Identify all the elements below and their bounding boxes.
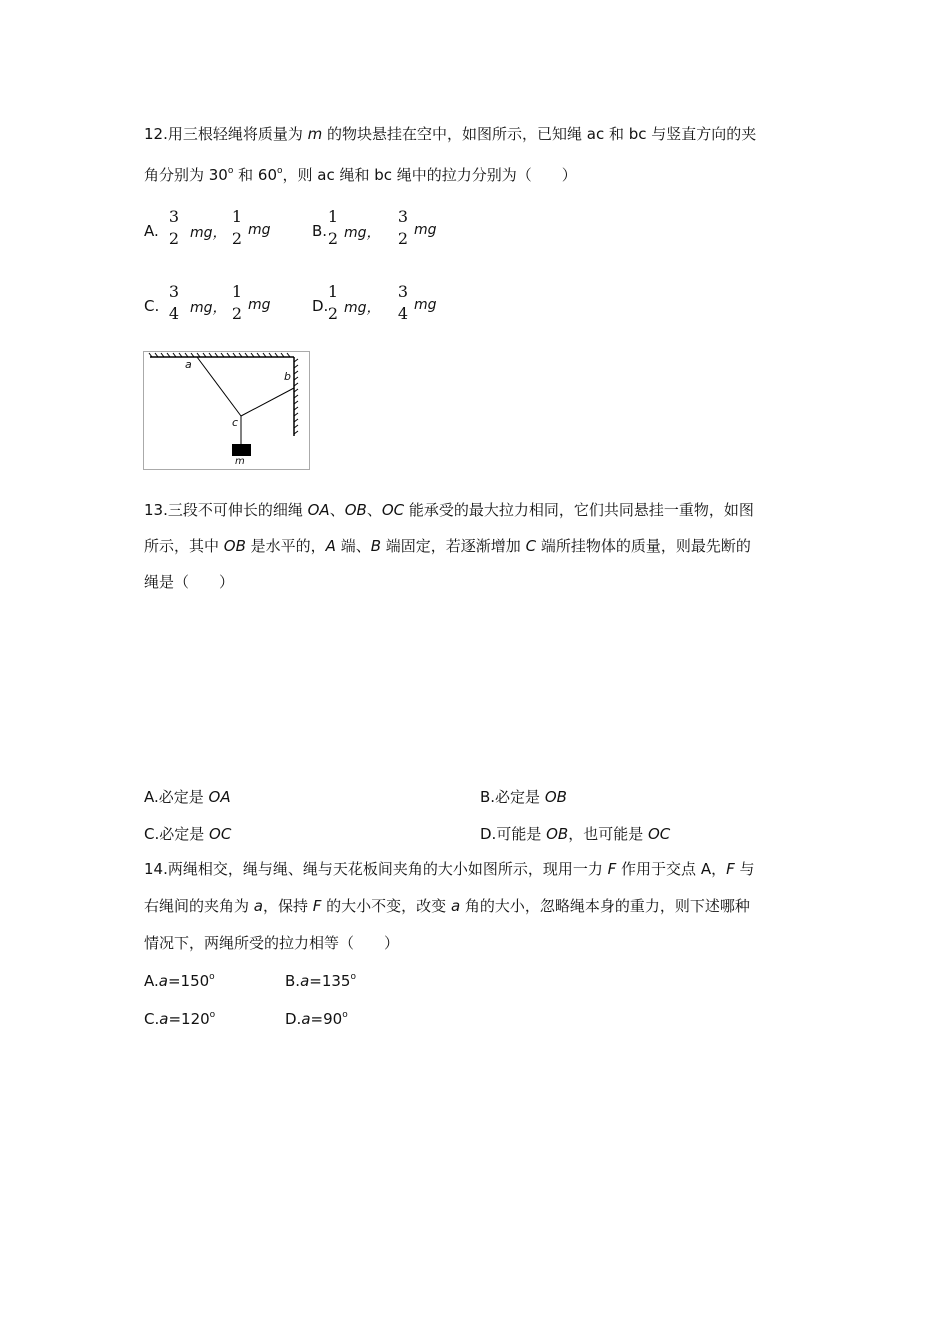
degree-mark: o xyxy=(277,166,283,176)
q13-line2 xyxy=(144,528,751,564)
q14-text: 与 xyxy=(734,860,755,878)
q14-line2 xyxy=(144,888,750,924)
numerator: 1 xyxy=(231,207,243,226)
denominator: 2 xyxy=(231,229,243,248)
q13-text: 、 xyxy=(329,501,345,519)
fraction xyxy=(230,206,244,250)
angle-a: a xyxy=(300,972,310,990)
q14-text: 作用于交点 A， xyxy=(616,860,727,878)
q14-text: 右绳间的夹角为 xyxy=(144,897,254,915)
option-letter: B. xyxy=(285,972,301,990)
q12-figure xyxy=(143,351,310,470)
q14-text: 的大小不变，改变 xyxy=(321,897,451,915)
unit-mg: mg， xyxy=(190,300,227,316)
numerator: 3 xyxy=(168,282,180,301)
denominator: 2 xyxy=(168,229,180,248)
unit-mg: mg xyxy=(248,297,271,313)
angle-a: a xyxy=(253,897,263,915)
q13-text: 13.三段不可伸长的细绳 xyxy=(144,501,308,519)
degree-mark: o xyxy=(342,1010,348,1020)
option-value: OA xyxy=(208,788,231,806)
point-b: B xyxy=(370,537,382,555)
option-text: D.可能是 xyxy=(480,825,547,843)
angle-a: a xyxy=(450,897,461,915)
q12-var-m: m xyxy=(307,125,323,143)
unit-mg: mg， xyxy=(344,225,381,241)
fraction xyxy=(396,281,410,325)
force-f: F xyxy=(312,897,322,915)
label-m: m xyxy=(235,456,245,467)
q14-text: 14.两绳相交，绳与绳、绳与天花板间夹角的大小如图所示，现用一力 xyxy=(144,860,608,878)
angle-a: a xyxy=(158,972,168,990)
degree-mark: o xyxy=(209,972,215,982)
point-a: A xyxy=(325,537,336,555)
unit-mg: mg xyxy=(414,297,437,313)
q14-option-a[interactable] xyxy=(144,972,215,990)
option-value: OC xyxy=(647,825,671,843)
numerator: 3 xyxy=(397,207,409,226)
option-letter: D. xyxy=(285,1010,302,1028)
option-value: =120 xyxy=(168,1010,210,1028)
degree-mark: o xyxy=(209,1010,216,1020)
q13-line3 xyxy=(144,564,234,600)
option-text: ，也可能是 xyxy=(568,825,648,843)
denominator: 4 xyxy=(397,304,409,323)
q14-option-d[interactable] xyxy=(285,1010,348,1028)
numerator: 1 xyxy=(327,207,339,226)
degree-mark: o xyxy=(227,166,234,176)
option-letter: B. xyxy=(312,222,328,240)
q12-text: 角分别为 30 xyxy=(144,166,228,184)
fraction xyxy=(167,281,181,325)
unit-mg: mg， xyxy=(190,225,227,241)
q12-text: 和 60 xyxy=(233,166,277,184)
q12-text: ，则 ac 绳和 bc 绳中的拉力分别为（ ） xyxy=(282,166,577,184)
option-value: OB xyxy=(546,825,569,843)
q13-text: 所示，其中 xyxy=(144,537,224,555)
option-value: =150 xyxy=(167,972,210,990)
fraction xyxy=(230,281,244,325)
q14-option-b[interactable] xyxy=(285,972,356,990)
option-letter: A. xyxy=(144,222,159,240)
option-letter: C. xyxy=(144,297,160,315)
label-c: c xyxy=(232,416,239,429)
q13-text: 能承受的最大拉力相同，它们共同悬挂一重物，如图 xyxy=(404,501,754,519)
option-value: =135 xyxy=(309,972,351,990)
fraction xyxy=(396,206,410,250)
q13-text: 端所挂物体的质量，则最先断的 xyxy=(536,537,751,555)
q13-text: 端、 xyxy=(335,537,371,555)
q13-text: 、 xyxy=(366,501,382,519)
q14-text: 角的大小，忽略绳本身的重力，则下述哪种 xyxy=(460,897,750,915)
q13-option-d[interactable] xyxy=(480,823,670,844)
degree-mark: o xyxy=(350,972,356,982)
option-value: OB xyxy=(544,788,567,806)
force-f: F xyxy=(607,860,617,878)
q14-text: ，保持 xyxy=(262,897,313,915)
fraction xyxy=(326,206,340,250)
denominator: 4 xyxy=(168,304,180,323)
denominator: 2 xyxy=(327,229,339,248)
denominator: 2 xyxy=(397,229,409,248)
angle-a: a xyxy=(301,1010,311,1028)
numerator: 1 xyxy=(231,282,243,301)
q13-option-a[interactable] xyxy=(144,786,231,807)
option-letter: C. xyxy=(144,1010,160,1028)
rope-oc: OC xyxy=(381,501,405,519)
force-f: F xyxy=(726,860,735,878)
point-c: C xyxy=(525,537,537,555)
rope-ob: OB xyxy=(223,537,246,555)
denominator: 2 xyxy=(327,304,339,323)
unit-mg: mg， xyxy=(344,300,381,316)
q12-line2 xyxy=(144,153,577,193)
unit-mg: mg xyxy=(248,222,271,238)
q14-option-c[interactable] xyxy=(144,1010,215,1028)
q12-line1 xyxy=(144,116,756,152)
q13-option-c[interactable] xyxy=(144,823,231,844)
label-a: a xyxy=(185,358,192,371)
q12-text: 的物块悬挂在空中，如图所示，已知绳 ac 和 bc 与竖直方向的夹 xyxy=(322,125,757,143)
q13-text: 绳是（ ） xyxy=(144,573,235,591)
option-letter: D. xyxy=(312,297,329,315)
option-text: A.必定是 xyxy=(144,788,209,806)
numerator: 3 xyxy=(397,282,409,301)
fraction xyxy=(326,281,340,325)
q13-option-b[interactable] xyxy=(480,786,567,807)
q13-text: 是水平的， xyxy=(245,537,326,555)
label-b: b xyxy=(284,370,291,383)
q14-line3 xyxy=(144,925,399,961)
option-text: C.必定是 xyxy=(144,825,210,843)
option-value: OC xyxy=(209,825,232,843)
option-letter: A. xyxy=(144,972,159,990)
unit-mg: mg xyxy=(414,222,437,238)
q13-text: 端固定，若逐渐增加 xyxy=(381,537,526,555)
option-text: B.必定是 xyxy=(480,788,545,806)
q13-line1 xyxy=(144,492,754,528)
q14-line1 xyxy=(144,851,755,887)
denominator: 2 xyxy=(231,304,243,323)
numerator: 3 xyxy=(168,207,180,226)
angle-a: a xyxy=(159,1010,169,1028)
rope-oa: OA xyxy=(307,501,330,519)
rope-ob: OB xyxy=(344,501,367,519)
fraction xyxy=(167,206,181,250)
numerator: 1 xyxy=(327,282,339,301)
q14-text: 情况下，两绳所受的拉力相等（ ） xyxy=(144,934,400,952)
q12-text: 12.用三根轻绳将质量为 xyxy=(144,125,308,143)
option-value: =90 xyxy=(310,1010,343,1028)
